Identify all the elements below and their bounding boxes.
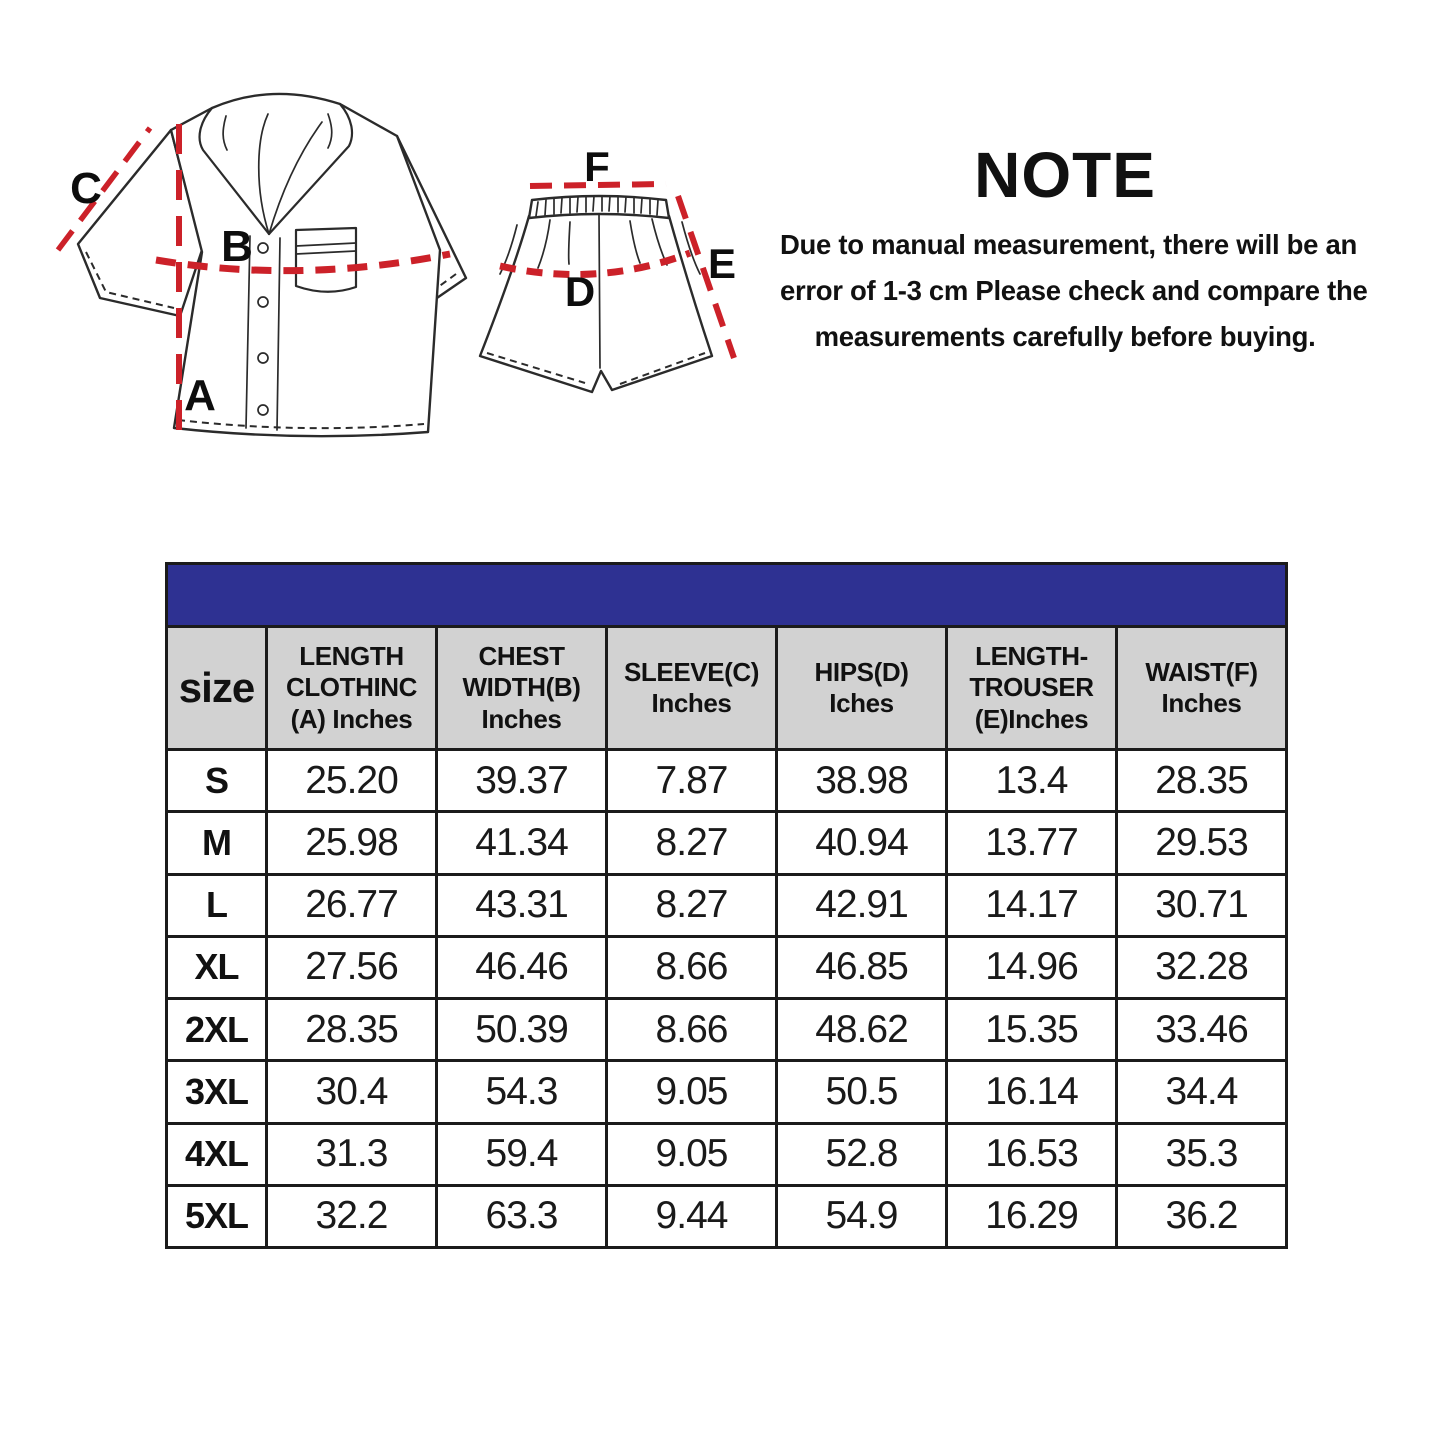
value-cell: 32.2 — [267, 1185, 437, 1247]
value-cell: 43.31 — [437, 874, 607, 936]
value-cell: 42.91 — [777, 874, 947, 936]
table-header-row — [167, 627, 1287, 750]
value-cell: 59.4 — [437, 1123, 607, 1185]
shirt-label-B: B — [221, 222, 253, 271]
table-row-l — [167, 874, 1287, 936]
value-cell: 25.20 — [267, 750, 437, 812]
note-title: NOTE — [974, 139, 1156, 211]
value-cell: 30.71 — [1117, 874, 1287, 936]
value-cell: 46.85 — [777, 936, 947, 998]
value-cell: 29.53 — [1117, 812, 1287, 874]
value-cell: 46.46 — [437, 936, 607, 998]
value-cell: 14.17 — [947, 874, 1117, 936]
value-cell: 9.05 — [607, 1061, 777, 1123]
size-table — [165, 562, 1288, 1249]
size-cell: S — [167, 750, 267, 812]
note-section — [780, 139, 1368, 369]
shirt-label-A: A — [184, 371, 216, 420]
value-cell: 54.9 — [777, 1185, 947, 1247]
table-row-4xl — [167, 1123, 1287, 1185]
column-header-length-clothing: LENGTH CLOTHINC (A) Inches — [267, 627, 437, 750]
value-cell: 38.98 — [777, 750, 947, 812]
column-header-length-trouser: LENGTH-TROUSER (E)Inches — [947, 627, 1117, 750]
shorts-body — [480, 212, 712, 392]
value-cell: 48.62 — [777, 999, 947, 1061]
value-cell: 9.44 — [607, 1185, 777, 1247]
column-header-hips: HIPS(D) Iches — [777, 627, 947, 750]
value-cell: 28.35 — [1117, 750, 1287, 812]
shirt-diagram — [50, 70, 470, 450]
value-cell: 54.3 — [437, 1061, 607, 1123]
size-cell: L — [167, 874, 267, 936]
column-header-size: size — [167, 627, 267, 750]
value-cell: 33.46 — [1117, 999, 1287, 1061]
note-line: Due to manual measurement, there will be an — [780, 229, 1357, 260]
value-cell: 16.14 — [947, 1061, 1117, 1123]
value-cell: 63.3 — [437, 1185, 607, 1247]
note-line: measurements carefully before buying. — [814, 321, 1316, 352]
value-cell: 26.77 — [267, 874, 437, 936]
size-cell: 4XL — [167, 1123, 267, 1185]
table-banner — [167, 564, 1287, 627]
value-cell: 39.37 — [437, 750, 607, 812]
value-cell: 34.4 — [1117, 1061, 1287, 1123]
value-cell: 13.77 — [947, 812, 1117, 874]
column-header-waist: WAIST(F) Inches — [1117, 627, 1287, 750]
shorts-label-F: F — [584, 150, 610, 190]
table-row-xl — [167, 936, 1287, 998]
value-cell: 25.98 — [267, 812, 437, 874]
value-cell: 14.96 — [947, 936, 1117, 998]
value-cell: 35.3 — [1117, 1123, 1287, 1185]
shorts-label-D: D — [564, 268, 596, 315]
value-cell: 36.2 — [1117, 1185, 1287, 1247]
value-cell: 40.94 — [777, 812, 947, 874]
value-cell: 9.05 — [607, 1123, 777, 1185]
table-row-s — [167, 750, 1287, 812]
value-cell: 8.66 — [607, 936, 777, 998]
shorts-diagram — [470, 150, 770, 410]
value-cell: 41.34 — [437, 812, 607, 874]
size-cell: 2XL — [167, 999, 267, 1061]
value-cell: 52.8 — [777, 1123, 947, 1185]
value-cell: 27.56 — [267, 936, 437, 998]
shirt-label-C: C — [70, 164, 102, 213]
value-cell: 50.39 — [437, 999, 607, 1061]
value-cell: 7.87 — [607, 750, 777, 812]
value-cell: 31.3 — [267, 1123, 437, 1185]
value-cell: 13.4 — [947, 750, 1117, 812]
table-banner-row — [167, 564, 1287, 627]
size-cell: XL — [167, 936, 267, 998]
note-line: error of 1-3 cm Please check and compare the — [780, 275, 1368, 306]
shorts-label-E: E — [707, 240, 737, 287]
value-cell: 32.28 — [1117, 936, 1287, 998]
value-cell: 15.35 — [947, 999, 1117, 1061]
value-cell: 8.27 — [607, 874, 777, 936]
value-cell: 8.66 — [607, 999, 777, 1061]
value-cell: 16.53 — [947, 1123, 1117, 1185]
size-cell: 3XL — [167, 1061, 267, 1123]
size-cell: 5XL — [167, 1185, 267, 1247]
size-cell: M — [167, 812, 267, 874]
value-cell: 28.35 — [267, 999, 437, 1061]
table-row-2xl — [167, 999, 1287, 1061]
table-row-5xl — [167, 1185, 1287, 1247]
value-cell: 8.27 — [607, 812, 777, 874]
table-row-m — [167, 812, 1287, 874]
table-row-3xl — [167, 1061, 1287, 1123]
column-header-sleeve: SLEEVE(C) Inches — [607, 627, 777, 750]
value-cell: 30.4 — [267, 1061, 437, 1123]
column-header-chest-width: CHEST WIDTH(B) Inches — [437, 627, 607, 750]
value-cell: 16.29 — [947, 1185, 1117, 1247]
value-cell: 50.5 — [777, 1061, 947, 1123]
